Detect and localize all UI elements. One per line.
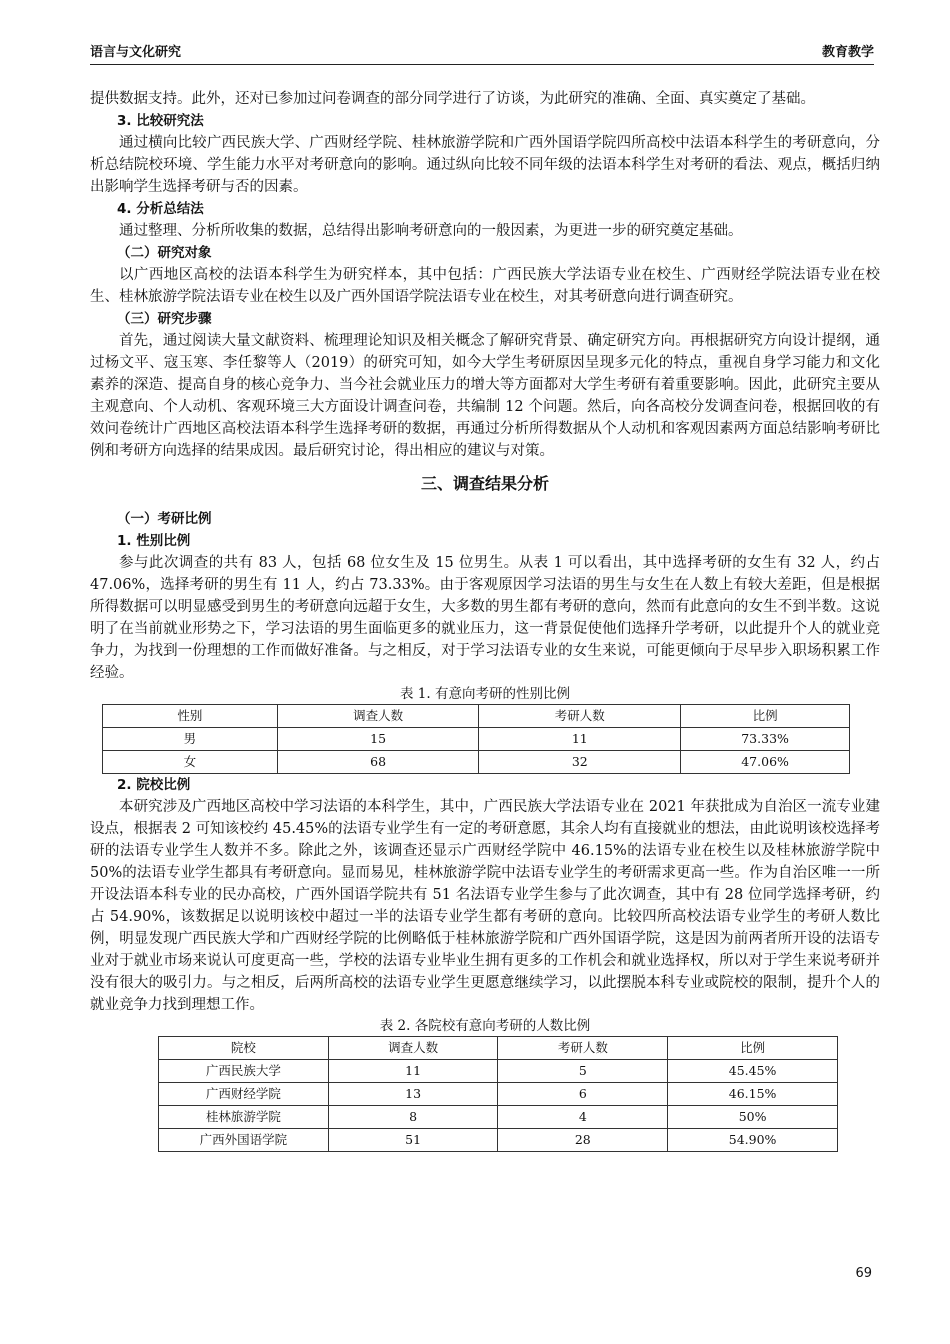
paragraph: 参与此次调查的共有 83 人，包括 68 位女生及 15 位男生。从表 1 可以看出，其中选择考研的女生有 32 人，约占 47.06%，选择考研的男生有 11 人，约占 73.33%。由于客观原因学习法语的男生与女生在人数上有较大差距，但是根据所得数据可以明显感受到男生的考研意向远超于女生，大多数的男生都有考研的意向，然而有此意向的女生不到半数。这说明了在当前就业形势之下，学习法语的男生面临更多的就业压力，这一背景促使他们选择升学考研，以此提升个人的就业竞争力，为找到一份理想的工作而做好准备。与之相反，对于学习法语专业的女生来说，可能更倾向于尽早步入职场积累工作经验。 xyxy=(90,555,880,681)
table-row xyxy=(159,1083,838,1106)
table1-caption: 表 1. 有意向考研的性别比例 xyxy=(400,686,570,702)
table-cell: 男 xyxy=(103,728,278,751)
table-row xyxy=(103,751,850,774)
table-cell: 广西外国语学院 xyxy=(159,1129,329,1152)
table-header-cell: 性别 xyxy=(103,705,278,728)
table-row xyxy=(159,1106,838,1129)
page-number: 69 xyxy=(855,1266,872,1281)
table-header-cell: 考研人数 xyxy=(479,705,681,728)
table-cell: 4 xyxy=(498,1106,668,1129)
table-header-cell: 院校 xyxy=(159,1037,329,1060)
paragraph: 首先，通过阅读大量文献资料、梳理理论知识及相关概念了解研究背景、确定研究方向。再根据研究方向设计提纲，通过杨文平、寇玉寒、李任黎等人（2019）的研究可知，如今大学生考研原因呈现多元化的特点，重视自身学习能力和文化素养的深造、提高自身的核心竞争力、当今社会就业压力的增大等方面都对大学生考研有着重要影响。因此，此研究主要从主观意向、个人动机、客观环境三大方面设计调查问卷，共编制 12 个问题。然后，向各高校分发调查问卷，根据回收的有效问卷统计广西地区高校法语本科学生选择考研的数据，再通过分析所得数据从个人动机和客观因素两方面总结影响考研比例和考研方向选择的结果成因。最后研究讨论，得出相应的建议与对策。 xyxy=(90,333,880,459)
table-header-cell: 调查人数 xyxy=(328,1037,498,1060)
table-row xyxy=(103,728,850,751)
table-cell: 32 xyxy=(479,751,681,774)
paragraph: 通过整理、分析所收集的数据，总结得出影响考研意向的一般因素，为更进一步的研究奠定基础。 xyxy=(119,223,743,239)
table-row xyxy=(159,1060,838,1083)
paragraph: 以广西地区高校的法语本科学生为研究样本，其中包括：广西民族大学法语专业在校生、广西财经学院法语专业在校生、桂林旅游学院法语专业在校生以及广西外国语学院法语专业在校生，对其考研意向进行调查研究。 xyxy=(90,267,880,305)
table-header-row xyxy=(159,1037,838,1060)
article-body xyxy=(90,88,880,1152)
table-cell: 11 xyxy=(328,1060,498,1083)
table-cell: 女 xyxy=(103,751,278,774)
column-name: 教育教学 xyxy=(821,45,874,60)
table2 xyxy=(158,1036,838,1152)
subheading-school-ratio: 2. 院校比例 xyxy=(117,777,191,793)
table-row xyxy=(159,1129,838,1152)
table1 xyxy=(102,704,850,774)
table-header-cell: 调查人数 xyxy=(277,705,479,728)
table-cell: 13 xyxy=(328,1083,498,1106)
table-cell: 15 xyxy=(277,728,479,751)
table-cell: 47.06% xyxy=(681,751,850,774)
table-cell: 桂林旅游学院 xyxy=(159,1106,329,1129)
table-cell: 广西民族大学 xyxy=(159,1060,329,1083)
subheading-research-steps: （三）研究步骤 xyxy=(117,311,212,327)
paragraph: 提供数据支持。此外，还对已参加过问卷调查的部分同学进行了访谈，为此研究的准确、全面、真实奠定了基础。 xyxy=(90,91,815,107)
table-cell: 28 xyxy=(498,1129,668,1152)
table-cell: 6 xyxy=(498,1083,668,1106)
table-cell: 46.15% xyxy=(668,1083,838,1106)
subheading-ratio: （一）考研比例 xyxy=(117,511,212,527)
table-header-cell: 比例 xyxy=(681,705,850,728)
table-cell: 73.33% xyxy=(681,728,850,751)
journal-name: 语言与文化研究 xyxy=(90,45,182,60)
running-header xyxy=(90,40,874,65)
table-cell: 8 xyxy=(328,1106,498,1129)
subheading-gender-ratio: 1. 性别比例 xyxy=(117,533,191,549)
table-cell: 68 xyxy=(277,751,479,774)
table-header-cell: 比例 xyxy=(668,1037,838,1060)
table-cell: 11 xyxy=(479,728,681,751)
table2-caption: 表 2. 各院校有意向考研的人数比例 xyxy=(379,1018,591,1034)
table-cell: 5 xyxy=(498,1060,668,1083)
subheading-research-object: （二）研究对象 xyxy=(117,245,212,261)
table-cell: 51 xyxy=(328,1129,498,1152)
table-header-cell: 考研人数 xyxy=(498,1037,668,1060)
table-header-row xyxy=(103,705,850,728)
subheading-analysis-method: 4. 分析总结法 xyxy=(117,201,204,217)
table-cell: 54.90% xyxy=(668,1129,838,1152)
table-cell: 广西财经学院 xyxy=(159,1083,329,1106)
paragraph: 通过横向比较广西民族大学、广西财经学院、桂林旅游学院和广西外国语学院四所高校中法语本科学生的考研意向，分析总结院校环境、学生能力水平对考研意向的影响。通过纵向比较不同年级的法语本科学生对考研的看法、观点，概括归纳出影响学生选择考研与否的因素。 xyxy=(90,135,880,195)
subheading-comparison-method: 3. 比较研究法 xyxy=(117,113,204,129)
table-cell: 50% xyxy=(668,1106,838,1129)
section-title: 三、调查结果分析 xyxy=(420,474,549,493)
paragraph: 本研究涉及广西地区高校中学习法语的本科学生，其中，广西民族大学法语专业在 2021 年获批成为自治区一流专业建设点，根据表 2 可知该校约 45.45%的法语专业学生有一定的考研意愿，其余人均有直接就业的想法，由此说明该校选择考研的法语专业学生人数并不多。除此之外，该调查还显示广西财经学院中 46.15%的法语专业在校生以及桂林旅游学院中 50%的法语专业学生都具有考研意向。显而易见，桂林旅游学院中法语专业学生的考研需求更高一些。作为自治区唯一一所开设法语本科专业的民办高校，广西外国语学院共有 51 名法语专业学生参与了此次调查，其中有 28 位同学选择考研，约占 54.90%，该数据足以说明该校中超过一半的法语专业学生都有考研的意向。比较四所高校法语专业学生的考研人数比例，明显发现广西民族大学和广西财经学院的比例略低于桂林旅游学院和广西外国语学院，这是因为前两者所开设的法语专业对于就业市场来说认可度更高一些，学校的法语专业毕业生拥有更多的工作机会和就业选择权，所以对于学生来说考研并没有很大的吸引力。与之相反，后两所高校的法语专业学生更愿意继续学习，以此摆脱本科专业或院校的限制，提升个人的就业竞争力找到理想工作。 xyxy=(90,799,880,1013)
table-cell: 45.45% xyxy=(668,1060,838,1083)
